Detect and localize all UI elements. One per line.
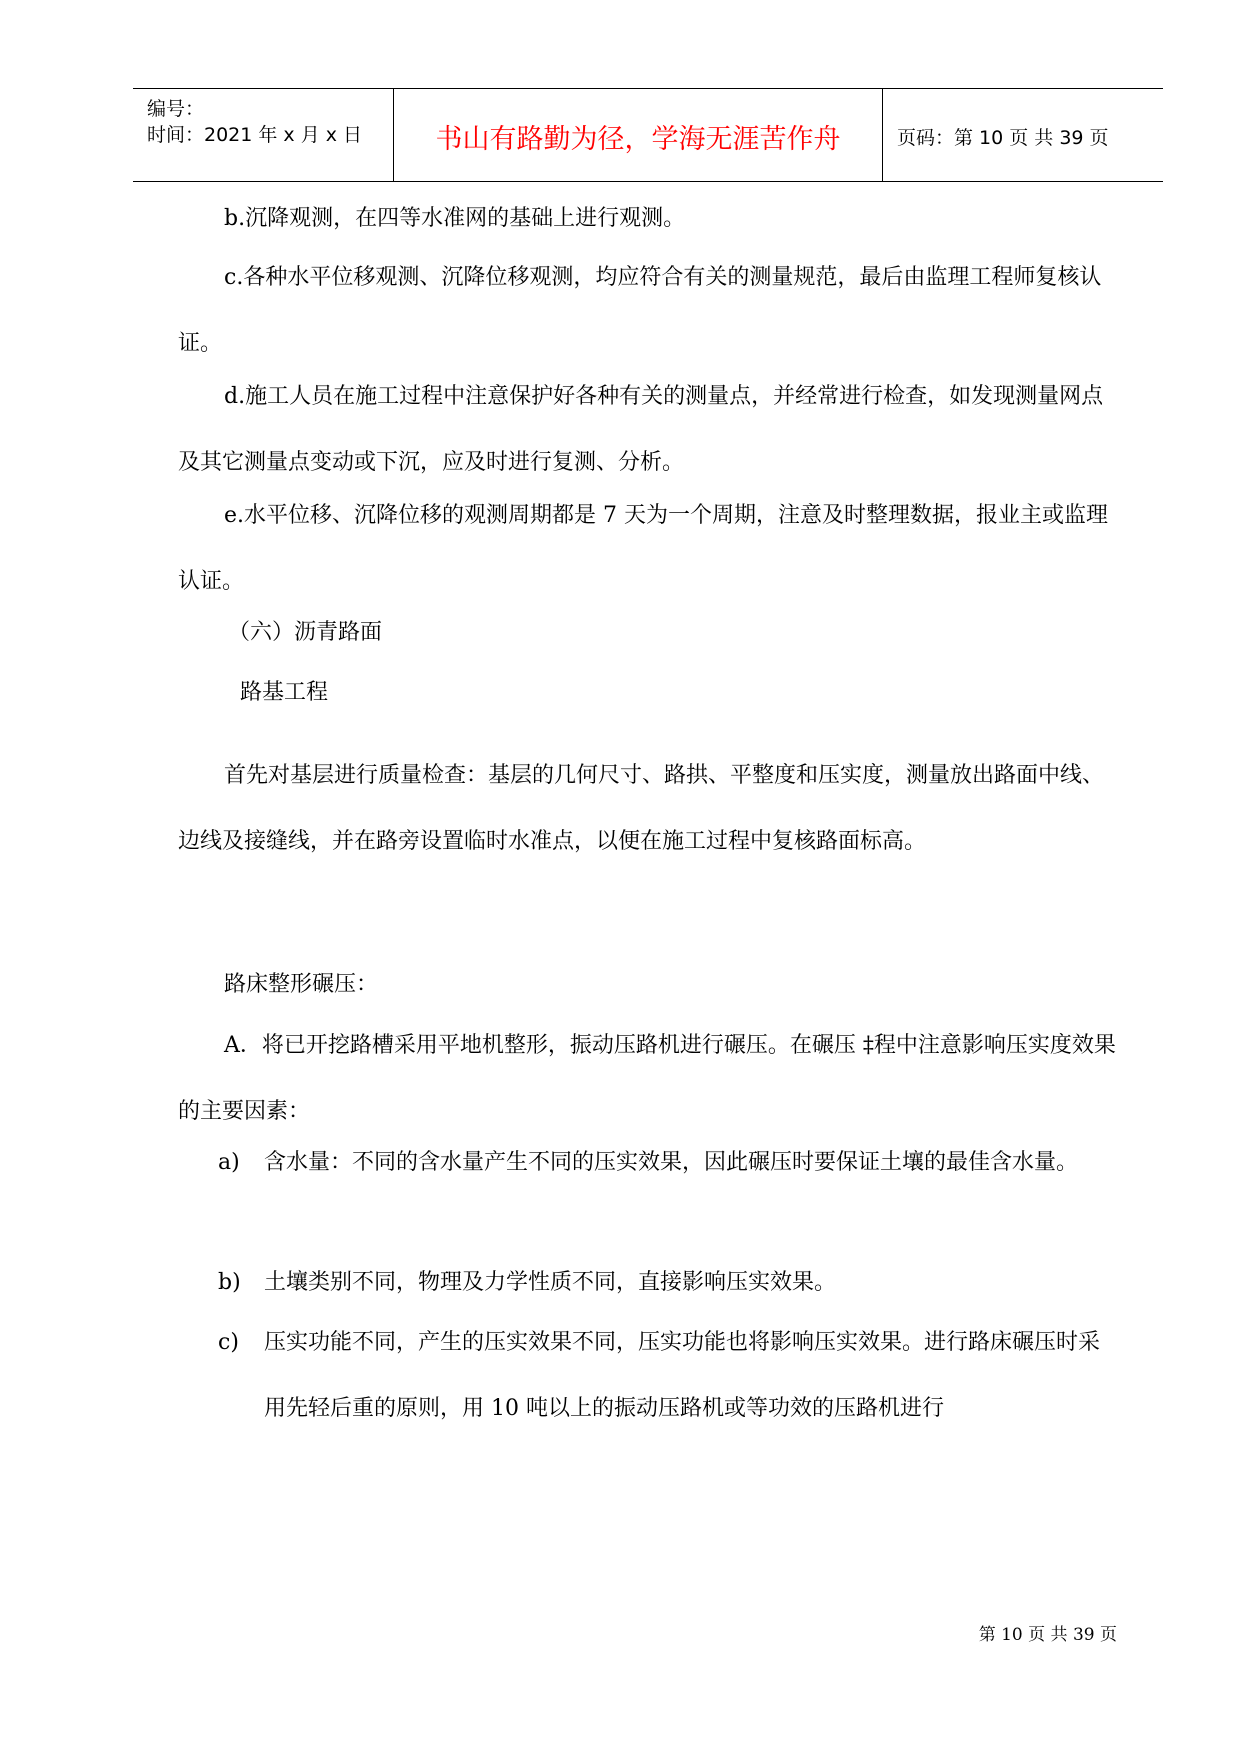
list-marker: b) [218,1270,241,1295]
list-item-text: 压实功能不同，产生的压实效果不同，压实功能也将影响压实效果。进行路床碾压时采用先轻后重的原则，用 10 吨以上的振动压路机或等功效的压路机进行 [264,1330,1101,1421]
section-heading-subgrade: 路基工程 [240,680,329,705]
paragraph-e: e.水平位移、沉降位移的观测周期都是 7 天为一个周期，注意及时整理数据，报业主或监理认证。 [178,503,1108,594]
list-item [218,1130,1118,1196]
section-heading-roadbed: 路床整形碾压： [224,972,379,997]
paragraph-first: 首先对基层进行质量检查：基层的几何尺寸、路拱、平整度和压实度，测量放出路面中线、边线及接缝线，并在路旁设置临时水准点，以便在施工过程中复核路面标高。 [178,763,1105,854]
paragraph-d: d.施工人员在施工过程中注意保护好各种有关的测量点，并经常进行检查，如发现测量网点及其它测量点变动或下沉，应及时进行复测、分析。 [178,384,1104,475]
header-page-info: 页码：第 10 页 共 39 页 [897,127,1109,149]
header-info-cell [133,89,393,181]
page-footer: 第 10 页 共 39 页 [978,1625,1117,1645]
paragraph-c: c.各种水平位移观测、沉降位移观测，均应符合有关的测量规范，最后由监理工程师复核认证。 [178,265,1102,356]
paragraph-b: b.沉降观测，在四等水准网的基础上进行观测。 [224,206,686,231]
page-header [133,88,1163,182]
paragraph-A: A．将已开挖路槽采用平地机整形，振动压路机进行碾压。在碾压 ‡程中注意影响压实度效果的主要因素： [178,1033,1116,1124]
header-page-cell [883,89,1163,181]
list-item-text: 含水量：不同的含水量产生不同的压实效果，因此碾压时要保证土壤的最佳含水量。 [264,1150,1079,1175]
header-motto: 书山有路勤为径，学海无涯苦作舟 [435,124,841,155]
document-time-label: 时间：2021 年 x 月 x 日 [147,124,363,146]
header-motto-cell [393,89,883,181]
list-item [218,1250,1118,1316]
document-number-label: 编号： [147,98,205,120]
list-marker: a) [218,1150,240,1175]
list-item-text: 土壤类别不同，物理及力学性质不同，直接影响压实效果。 [264,1270,837,1295]
section-heading-asphalt: （六）沥青路面 [228,620,383,645]
list-item [218,1310,1118,1442]
list-marker: c) [218,1330,239,1355]
